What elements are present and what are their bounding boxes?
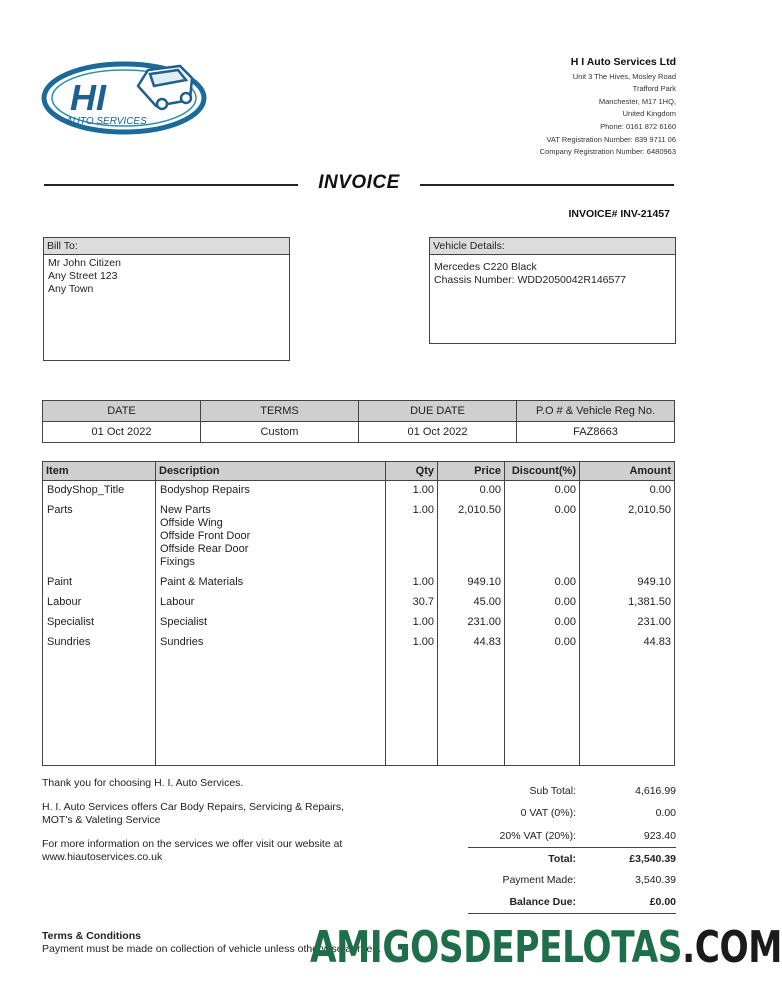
item-name: Sundries xyxy=(43,633,156,653)
vehicle-model: Mercedes C220 Black xyxy=(434,261,537,273)
terms-header: TERMS xyxy=(201,401,359,422)
item-price: 949.10 xyxy=(438,573,505,593)
zero-vat-value: 0.00 xyxy=(655,807,676,820)
table-row xyxy=(43,633,675,653)
table-filler-row xyxy=(43,653,675,765)
invoice-dates-table xyxy=(42,400,675,443)
logo-graphic xyxy=(40,56,210,136)
bill-to-line: Mr John Citizen xyxy=(48,257,121,269)
company-address-line: Trafford Park xyxy=(632,84,676,94)
item-price: 231.00 xyxy=(438,613,505,633)
item-description: Labour xyxy=(156,593,386,613)
company-address-line: Manchester, M17 1HQ, xyxy=(598,96,676,106)
bill-to-line: Any Town xyxy=(48,283,94,295)
terms-text: Payment must be made on collection of vehicle unless otherwise agreed. xyxy=(42,943,382,955)
empty-cell xyxy=(580,653,675,765)
zero-vat-row xyxy=(468,802,676,824)
item-qty: 1.00 xyxy=(386,633,438,653)
invoice-number: INVOICE# INV-21457 xyxy=(568,208,670,220)
item-name: BodyShop_Title xyxy=(43,481,156,502)
item-description: New Parts Offside Wing Offside Front Door Offside Rear Door Fixings xyxy=(156,501,386,573)
vehicle-details-box xyxy=(429,237,676,344)
bill-to-box xyxy=(43,237,290,361)
item-description: Bodyshop Repairs xyxy=(156,481,386,502)
company-info xyxy=(540,56,676,159)
table-row xyxy=(43,501,675,573)
payment-terms: Custom xyxy=(201,422,359,443)
subtotal-row xyxy=(468,780,676,802)
item-discount: 0.00 xyxy=(505,633,580,653)
line-items-table xyxy=(42,461,675,766)
item-amount: 1,381.50 xyxy=(580,593,675,613)
column-header-qty: Qty xyxy=(386,462,438,481)
totals-summary xyxy=(468,780,676,914)
column-header-price: Price xyxy=(438,462,505,481)
vat-value: 923.40 xyxy=(643,829,676,842)
total-row xyxy=(468,847,676,869)
item-amount: 2,010.50 xyxy=(580,501,675,573)
item-qty: 30.7 xyxy=(386,593,438,613)
column-header-amount: Amount xyxy=(580,462,675,481)
item-name: Paint xyxy=(43,573,156,593)
title-divider-left xyxy=(44,184,298,186)
due-date-header: DUE DATE xyxy=(359,401,517,422)
zero-vat-label: 0 VAT (0%): xyxy=(520,807,576,820)
item-description: Specialist xyxy=(156,613,386,633)
date-header: DATE xyxy=(43,401,201,422)
total-value: £3,540.39 xyxy=(629,852,676,865)
services-note: H. I. Auto Services offers Car Body Repairs, Servicing & Repairs, MOT's & Valeting Service xyxy=(42,801,345,826)
item-discount: 0.00 xyxy=(505,613,580,633)
bill-to-line: Any Street 123 xyxy=(48,270,118,282)
logo-text-sub: AUTO SERVICES xyxy=(66,116,147,127)
payment-made-label: Payment Made: xyxy=(502,874,576,887)
thank-you-note: Thank you for choosing H. I. Auto Services. xyxy=(42,777,244,789)
item-price: 2,010.50 xyxy=(438,501,505,573)
company-logo xyxy=(40,56,210,136)
watermark-domain: .COM xyxy=(682,922,782,973)
payment-made-row xyxy=(468,869,676,891)
table-row xyxy=(43,613,675,633)
item-qty: 1.00 xyxy=(386,501,438,573)
vehicle-reg-number: FAZ8663 xyxy=(517,422,675,443)
empty-cell xyxy=(43,653,156,765)
due-date: 01 Oct 2022 xyxy=(359,422,517,443)
item-name: Labour xyxy=(43,593,156,613)
balance-due-label: Balance Due: xyxy=(509,896,576,909)
item-name: Specialist xyxy=(43,613,156,633)
item-qty: 1.00 xyxy=(386,573,438,593)
item-price: 0.00 xyxy=(438,481,505,502)
item-amount: 44.83 xyxy=(580,633,675,653)
watermark-text: AMIGOSDEPELOTAS xyxy=(310,922,683,973)
po-vehicle-reg-header: P.O # & Vehicle Reg No. xyxy=(517,401,675,422)
bill-to-header: Bill To: xyxy=(44,238,289,255)
empty-cell xyxy=(505,653,580,765)
company-address-line: United Kingdom xyxy=(622,109,676,119)
balance-due-value: £0.00 xyxy=(649,896,676,909)
item-description: Sundries xyxy=(156,633,386,653)
item-price: 45.00 xyxy=(438,593,505,613)
item-qty: 1.00 xyxy=(386,613,438,633)
logo-text-main: HI xyxy=(70,77,106,118)
item-price: 44.83 xyxy=(438,633,505,653)
company-address-line: Unit 3 The Hives, Mosley Road xyxy=(572,71,676,81)
vehicle-chassis-number: Chassis Number: WDD2050042R146577 xyxy=(434,274,627,286)
item-description: Paint & Materials xyxy=(156,573,386,593)
company-registration-number: Company Registration Number: 6480963 xyxy=(539,147,676,157)
invoice-date: 01 Oct 2022 xyxy=(43,422,201,443)
item-discount: 0.00 xyxy=(505,593,580,613)
vat-row xyxy=(468,825,676,847)
balance-due-row xyxy=(468,891,676,913)
item-amount: 949.10 xyxy=(580,573,675,593)
vehicle-details-header: Vehicle Details: xyxy=(430,238,675,255)
subtotal-value: 4,616.99 xyxy=(635,785,676,798)
title-divider-right xyxy=(420,184,674,186)
item-discount: 0.00 xyxy=(505,501,580,573)
company-vat-number: VAT Registration Number: 839 9711 06 xyxy=(546,134,676,144)
terms-heading: Terms & Conditions xyxy=(42,930,141,942)
table-row xyxy=(43,573,675,593)
subtotal-label: Sub Total: xyxy=(529,785,576,798)
item-discount: 0.00 xyxy=(505,573,580,593)
table-row xyxy=(43,593,675,613)
column-header-description: Description xyxy=(156,462,386,481)
footer-notes xyxy=(42,777,372,875)
item-amount: 231.00 xyxy=(580,613,675,633)
payment-made-value: 3,540.39 xyxy=(635,874,676,887)
column-header-discount: Discount(%) xyxy=(505,462,580,481)
invoice-title: INVOICE xyxy=(318,172,400,193)
item-name: Parts xyxy=(43,501,156,573)
column-header-item: Item xyxy=(43,462,156,481)
website-note: For more information on the services we offer visit our website at www.hiautoservices.co.uk xyxy=(42,838,343,863)
watermark xyxy=(310,922,782,973)
empty-cell xyxy=(386,653,438,765)
item-qty: 1.00 xyxy=(386,481,438,502)
vat-label: 20% VAT (20%): xyxy=(499,829,576,842)
empty-cell xyxy=(438,653,505,765)
table-row xyxy=(43,481,675,502)
company-name: H I Auto Services Ltd xyxy=(570,56,676,68)
item-discount: 0.00 xyxy=(505,481,580,502)
empty-cell xyxy=(156,653,386,765)
total-label: Total: xyxy=(548,852,576,865)
company-phone: Phone: 0161 872 6160 xyxy=(600,121,676,131)
item-amount: 0.00 xyxy=(580,481,675,502)
